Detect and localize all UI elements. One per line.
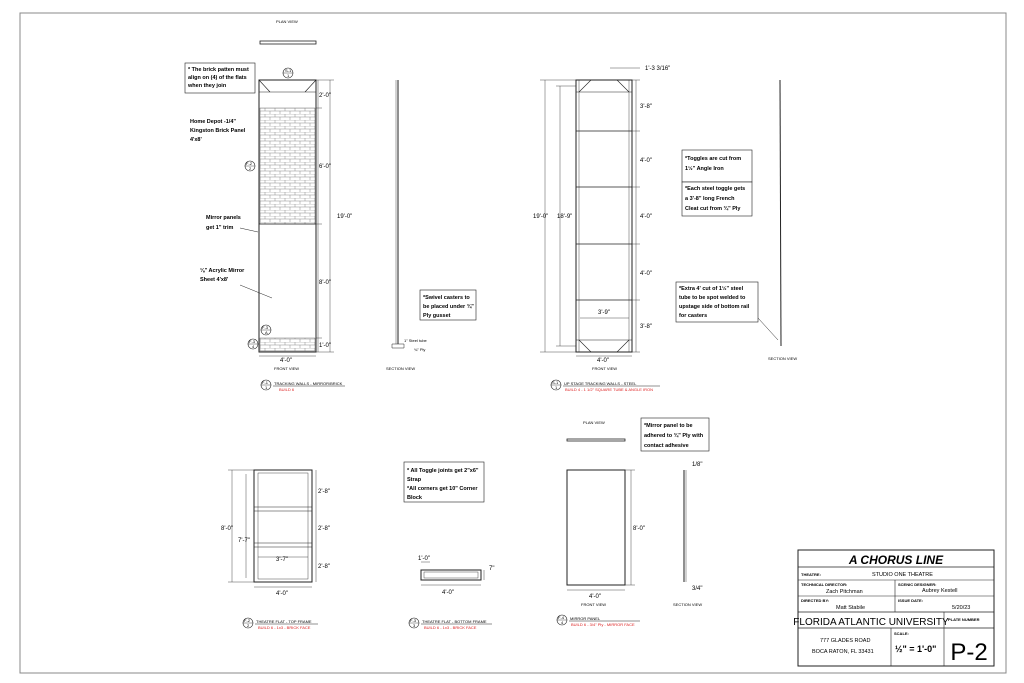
- title-block: [793, 550, 994, 666]
- svg-text:THEATRE:: THEATRE:: [801, 572, 821, 577]
- caption-f3: [409, 618, 492, 630]
- svg-text:UP STAGE TRACKING WALLS - STEE: UP STAGE TRACKING WALLS - STEEL: [564, 381, 637, 386]
- dim-18-9: 18'-9": [557, 214, 573, 220]
- issue-date: 5/20/23: [952, 605, 971, 611]
- plan-view-label-2: PLAN VIEW: [583, 420, 605, 425]
- note-toggles: *Toggles are cut from 1½" Angle Iron: [685, 156, 742, 172]
- svg-text:F-3: F-3: [262, 325, 268, 330]
- svg-text:THEATRE FLAT - TOP FRAME: THEATRE FLAT - TOP FRAME: [256, 619, 312, 624]
- dim-4-0-d: 4'-0": [640, 271, 652, 277]
- svg-text:BUILD 6 - 1x3 - BRICK FACE: BUILD 6 - 1x3 - BRICK FACE: [424, 625, 477, 630]
- svg-text:MIRROR PANEL: MIRROR PANEL: [570, 616, 601, 621]
- note-mirror-trim: Mirror panels get 1" trim: [206, 215, 241, 231]
- callout-f4: [248, 339, 258, 349]
- svg-text:F-2: F-2: [244, 618, 250, 623]
- dim-3-9: 3'-9": [598, 310, 610, 316]
- svg-text:F-3: F-3: [410, 618, 416, 623]
- svg-text:BUILD 4 - 1 1/2" SQUARE TUBE &: BUILD 4 - 1 1/2" SQUARE TUBE & ANGLE IRON: [565, 387, 654, 392]
- leader-acrylic: [240, 285, 272, 298]
- director: Matt Stabile: [836, 605, 866, 611]
- dim-7-7: 7'-7": [238, 538, 250, 544]
- svg-text:4: 4: [252, 344, 255, 349]
- section-view-label-1: SECTION VIEW: [386, 366, 416, 371]
- dim-8-0-b: 8'-0": [221, 526, 233, 532]
- leader-mirror: [240, 228, 258, 232]
- svg-text:F-4: F-4: [558, 615, 564, 620]
- dim-3-8-a: 3'-8": [640, 104, 652, 110]
- tracking-wall-steel: [533, 66, 797, 392]
- dim-2-0: 2'-0": [319, 93, 331, 99]
- brick-panel-top: [260, 108, 315, 224]
- section-wall-2: [780, 80, 781, 346]
- callout-s1: [283, 68, 293, 78]
- address-1: 777 GLADES ROAD: [820, 638, 871, 644]
- steel-tube-label: 1" Steel tube: [404, 338, 427, 343]
- note-acrylic: ⅛" Acrylic Mirror Sheet 4'x8': [200, 268, 245, 283]
- svg-text:1: 1: [287, 73, 290, 78]
- dim-1-8: 1/8": [692, 462, 703, 468]
- caption-f4: [557, 615, 640, 627]
- svg-text:2: 2: [247, 623, 250, 628]
- dim-8-0-a: 8'-0": [319, 280, 331, 286]
- dim-2-8-b: 2'-8": [318, 526, 330, 532]
- svg-text:S-1: S-1: [285, 68, 292, 73]
- caption-f1: [261, 380, 345, 392]
- theatre-flat-bottom-frame: [404, 462, 494, 630]
- note-cleat: *Each steel toggle gets a 3'-8" long French Cleat cut from ¾" Ply: [685, 186, 746, 212]
- dim-2-8-a: 2'-8": [318, 489, 330, 495]
- svg-text:TECHNICAL DIRECTOR:: TECHNICAL DIRECTOR:: [801, 582, 848, 587]
- dim-3-4: 3/4": [692, 586, 703, 592]
- dim-4-0-f: 4'-0": [276, 591, 288, 597]
- svg-text:THEATRE FLAT - BOTTOM FRAME: THEATRE FLAT - BOTTOM FRAME: [422, 619, 487, 624]
- plan-view-1: [260, 41, 316, 44]
- svg-text:1: 1: [265, 385, 268, 390]
- dim-7-in: 7": [489, 566, 495, 572]
- theatre-name: STUDIO ONE THEATRE: [872, 572, 933, 578]
- steel-toggles: [576, 131, 632, 300]
- show-title: A CHORUS LINE: [848, 553, 944, 567]
- dim-1-3: 1'-3 3/16": [645, 66, 671, 72]
- plate-number: P-2: [950, 639, 988, 666]
- note-casters: *Swivel casters to be placed under ¾" Ply gusset: [423, 295, 474, 319]
- note-brick-pattern: * The brick patten must align on (4) of the flats when they join: [188, 67, 249, 89]
- front-view-label-1: FRONT VIEW: [274, 366, 300, 371]
- section-view-label-2: SECTION VIEW: [768, 356, 798, 361]
- svg-text:BUILD 6 - 3/4" Ply - MIRROR FA: BUILD 6 - 3/4" Ply - MIRROR FACE: [571, 622, 635, 627]
- dim-4-0-a: 4'-0": [280, 358, 292, 364]
- dim-4-0-b: 4'-0": [640, 158, 652, 164]
- university: FLORIDA ATLANTIC UNIVERSITY: [793, 617, 949, 628]
- tracking-wall-mirror-brick: [185, 19, 476, 392]
- dim-1-0-a: 1'-0": [319, 343, 331, 349]
- callout-f3: [261, 325, 271, 335]
- note-home-depot: Home Depot -1/4" Kingston Brick Panel 4'x8': [190, 119, 246, 143]
- address-2: BOCA RATON, FL 33431: [812, 649, 874, 655]
- top-gusset-1: [259, 80, 316, 92]
- plan-view-2: [567, 439, 625, 441]
- section-view-label-3: SECTION VIEW: [673, 602, 703, 607]
- dim-19-0-b: 19'-0": [533, 214, 549, 220]
- svg-text:1: 1: [555, 385, 558, 390]
- svg-text:SCENIC DESIGNER:: SCENIC DESIGNER:: [898, 582, 937, 587]
- dim-4-0-e: 4'-0": [597, 358, 609, 364]
- svg-text:F-3: F-3: [249, 339, 255, 344]
- technical-director: Zach Pitchman: [826, 589, 863, 595]
- front-view-label-2: FRONT VIEW: [592, 366, 618, 371]
- dim-2-8-c: 2'-8": [318, 564, 330, 570]
- svg-text:S-1: S-1: [552, 380, 559, 385]
- note-toggle-joints: * All Toggle joints get 2"x6" Strap *All corners get 10" Corner Block: [407, 468, 479, 501]
- svg-text:DIRECTED BY:: DIRECTED BY:: [801, 598, 830, 603]
- svg-text:BUILD 6 - 1x3 - BRICK FACE: BUILD 6 - 1x3 - BRICK FACE: [258, 625, 311, 630]
- plan-view-label-1: PLAN VIEW: [276, 19, 298, 24]
- caption-s1: [551, 380, 660, 392]
- svg-text:A: A: [265, 330, 268, 335]
- svg-text:SCALE:: SCALE:: [894, 631, 909, 636]
- theatre-flat-top-frame: [221, 470, 330, 630]
- svg-text:4: 4: [561, 620, 564, 625]
- dim-4-0-h: 4'-0": [589, 594, 601, 600]
- ply-label: ¾" Ply: [414, 347, 426, 352]
- svg-text:BUILD 6: BUILD 6: [279, 387, 295, 392]
- note-mirror-adhere: *Mirror panel to be adhered to ¾" Ply with contact adhesive: [644, 423, 704, 449]
- scale: ½" = 1'-0": [895, 644, 937, 654]
- dim-8-0-c: 8'-0": [633, 526, 645, 532]
- dim-6-0: 6'-0": [319, 164, 331, 170]
- callout-f2: [245, 161, 255, 171]
- svg-text:TRACKING WALLS - MIRROR/BRICK: TRACKING WALLS - MIRROR/BRICK: [274, 381, 343, 386]
- svg-text:F-2: F-2: [246, 161, 252, 166]
- svg-text:2: 2: [249, 166, 252, 171]
- scenic-designer: Aubrey Kestell: [922, 588, 958, 594]
- front-view-label-3: FRONT VIEW: [581, 602, 607, 607]
- note-extra-cut: *Extra 4' cut of 1½" steel tube to be spot welded to upstage side of bottom rail for casters: [679, 286, 750, 319]
- dim-3-7: 3'-7": [276, 557, 288, 563]
- svg-text:3: 3: [413, 623, 416, 628]
- brick-panel-bottom: [260, 338, 315, 351]
- svg-text:ISSUE DATE:: ISSUE DATE:: [898, 598, 924, 603]
- dim-4-0-g: 4'-0": [442, 590, 454, 596]
- svg-text:F-1: F-1: [262, 380, 268, 385]
- mirror-panel: [557, 418, 709, 627]
- dim-1-0-b: 1'-0": [418, 556, 430, 562]
- svg-text:PLATE NUMBER: PLATE NUMBER: [948, 617, 980, 622]
- dim-3-8-b: 3'-8": [640, 324, 652, 330]
- caption-f2: [243, 618, 318, 630]
- dim-4-0-c: 4'-0": [640, 214, 652, 220]
- dim-19-0: 19'-0": [337, 214, 353, 220]
